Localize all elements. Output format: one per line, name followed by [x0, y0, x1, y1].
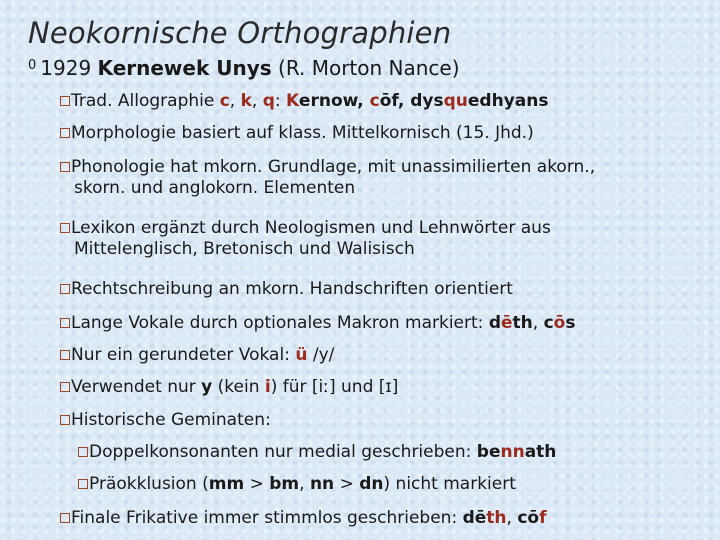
example-f: f — [539, 508, 547, 528]
subtitle-year: 1929 — [40, 56, 92, 80]
example-c: c — [369, 91, 380, 111]
example-nn: nn — [309, 474, 335, 494]
example-kernow: ernow, — [298, 91, 370, 111]
text: Morphologie basiert auf klass. Mittelkornisch (15. Jhd.) — [71, 123, 534, 143]
text: Lange Vokale durch optionales Makron markiert: — [71, 313, 489, 333]
text: Finale Frikative immer stimmlos geschrieben: — [71, 508, 463, 528]
example-be: be — [476, 442, 501, 462]
level-marker: 0 — [28, 58, 37, 73]
bullet-box-icon — [60, 415, 70, 425]
example-co: cō — [517, 508, 540, 528]
sub-bullet-doppelkonsonanten — [78, 442, 556, 463]
text-line2: skorn. und anglokorn. Elementen — [74, 178, 356, 198]
text: Nur ein gerundeter Vokal: — [71, 345, 296, 365]
text-line1: Phonologie hat mkorn. Grundlage, mit unassimilierten akorn., — [71, 157, 596, 177]
bullet-box-icon — [78, 447, 88, 457]
example-th: th — [512, 313, 533, 333]
bullet-lange-vokale: Lange Vokale durch optionales Makron markiert: dēth, cōs — [60, 313, 575, 334]
sub-bullet-praeokklusion — [78, 474, 516, 495]
bullet-lexikon — [60, 218, 551, 260]
example-qu: qu — [443, 91, 468, 111]
bullet-box-icon — [60, 128, 70, 138]
text: , — [506, 508, 518, 528]
example-bm: bm — [269, 474, 300, 494]
text: , — [299, 474, 310, 494]
bullet-morphologie — [60, 123, 534, 144]
example-d: d — [488, 313, 501, 333]
text: (kein — [212, 377, 265, 397]
text: Präokklusion ( — [89, 474, 209, 494]
letter-c: c — [219, 91, 230, 111]
subtitle-name: Kernewek Unys — [97, 56, 272, 80]
text-line1: Lexikon ergänzt durch Neologismen und Lehnwörter aus — [71, 218, 551, 238]
bullet-box-icon — [60, 284, 70, 294]
slide-title: Neokornische Orthographien — [28, 16, 452, 50]
example-nn: nn — [500, 442, 525, 462]
bullet-box-icon — [78, 479, 88, 489]
subtitle — [28, 56, 460, 80]
subtitle-author: (R. Morton Nance) — [278, 56, 460, 80]
example-c: c — [543, 313, 554, 333]
text: > — [244, 474, 270, 494]
bullet-rechtschreibung — [60, 279, 513, 300]
bullet-allographie: Trad. Allographie c, k, q: Kernow, cōf, dysquedhyans — [60, 91, 548, 112]
example-cof: ōf, dys — [379, 91, 444, 111]
bullet-box-icon — [60, 318, 70, 328]
bullet-phonologie — [60, 157, 595, 199]
bullet-geminaten — [60, 410, 271, 431]
example-e-macron: ē — [500, 313, 513, 333]
text: Historische Geminaten: — [71, 410, 271, 430]
letter-i: i — [264, 377, 271, 397]
bullet-finale-frikative — [60, 508, 547, 529]
bullet-y-i — [60, 377, 398, 398]
text: ) nicht markiert — [383, 474, 516, 494]
example-edhyans: edhyans — [467, 91, 549, 111]
example-k: K — [286, 91, 299, 111]
bullet-box-icon — [60, 162, 70, 172]
bullet-box-icon — [60, 382, 70, 392]
example-ath: ath — [524, 442, 557, 462]
bullet-box-icon — [60, 513, 70, 523]
text: > — [334, 474, 360, 494]
example-de: dē — [462, 508, 487, 528]
bullet-box-icon — [60, 96, 70, 106]
text: Rechtschreibung an mkorn. Handschriften orientiert — [71, 279, 513, 299]
letter-u-umlaut: ü — [295, 345, 308, 365]
example-s: s — [565, 313, 576, 333]
example-dn: dn — [359, 474, 384, 494]
text: Verwendet nur — [71, 377, 202, 397]
example-o-macron: ō — [553, 313, 566, 333]
bullet-gerundeter-vokal — [60, 345, 334, 366]
example-th: th — [486, 508, 507, 528]
example-mm: mm — [208, 474, 245, 494]
text: Trad. Allographie — [71, 91, 220, 111]
text: Doppelkonsonanten nur medial geschrieben: — [89, 442, 477, 462]
text: ) für [iː] und [ɪ] — [270, 377, 399, 397]
letter-q: q — [262, 91, 275, 111]
ipa: /y/ — [307, 345, 335, 365]
bullet-box-icon — [60, 223, 70, 233]
bullet-box-icon — [60, 350, 70, 360]
letter-k: k — [240, 91, 252, 111]
letter-y: y — [201, 377, 213, 397]
text-line2: Mittelenglisch, Bretonisch und Walisisch — [74, 239, 415, 259]
